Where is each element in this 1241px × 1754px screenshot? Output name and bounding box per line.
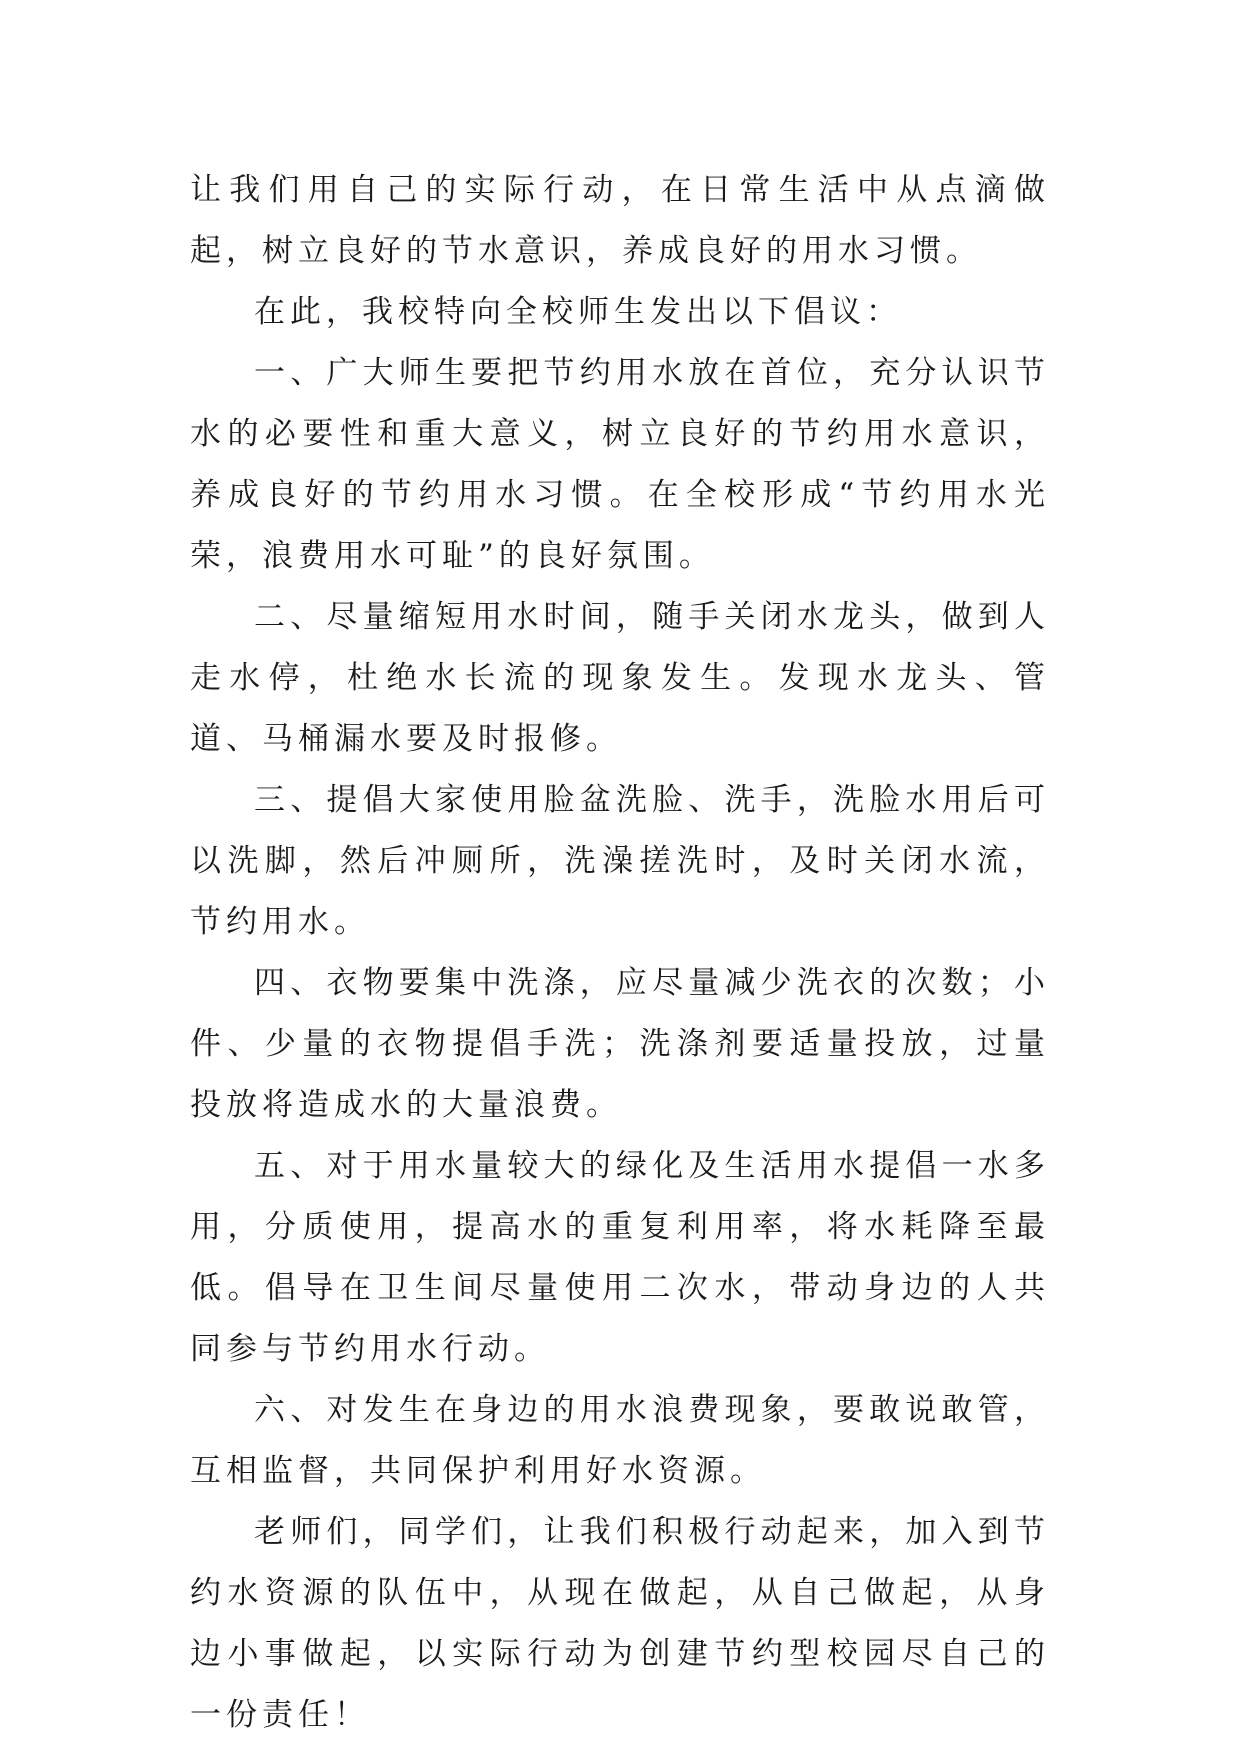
paragraph-item-5: 五、对于用水量较大的绿化及生活用水提倡一水多用，分质使用，提高水的重复利用率，将水耗降至最低。倡导在卫生间尽量使用二次水，带动身边的人共同参与节约用水行动。 [190, 1148, 1050, 1367]
paragraph-item-3: 三、提倡大家使用脸盆洗脸、洗手，洗脸水用后可以洗脚，然后冲厕所，洗澡搓洗时，及时关闭水流，节约用水。 [190, 782, 1050, 940]
document-body [190, 160, 1050, 1746]
paragraph-item-4: 四、衣物要集中洗涤，应尽量减少洗衣的次数；小件、少量的衣物提倡手洗；洗涤剂要适量投放，过量投放将造成水的大量浪费。 [190, 965, 1050, 1123]
paragraph-intro: 在此，我校特向全校师生发出以下倡议： [254, 294, 902, 330]
paragraph-item-2: 二、尽量缩短用水时间，随手关闭水龙头，做到人走水停，杜绝水长流的现象发生。发现水龙头、管道、马桶漏水要及时报修。 [190, 599, 1050, 757]
paragraph-item-1: 一、广大师生要把节约用水放在首位，充分认识节水的必要性和重大意义，树立良好的节约用水意识，养成良好的节约用水习惯。在全校形成“节约用水光荣，浪费用水可耻”的良好氛围。 [190, 355, 1050, 574]
paragraph-continued: 让我们用自己的实际行动，在日常生活中从点滴做起，树立良好的节水意识，养成良好的用水习惯。 [190, 172, 1050, 269]
paragraph-item-6: 六、对发生在身边的用水浪费现象，要敢说敢管，互相监督，共同保护利用好水资源。 [190, 1392, 1050, 1489]
paragraph-closing: 老师们，同学们，让我们积极行动起来，加入到节约水资源的队伍中，从现在做起，从自己做起，从身边小事做起，以实际行动为创建节约型校园尽自己的一份责任！ [190, 1514, 1050, 1733]
